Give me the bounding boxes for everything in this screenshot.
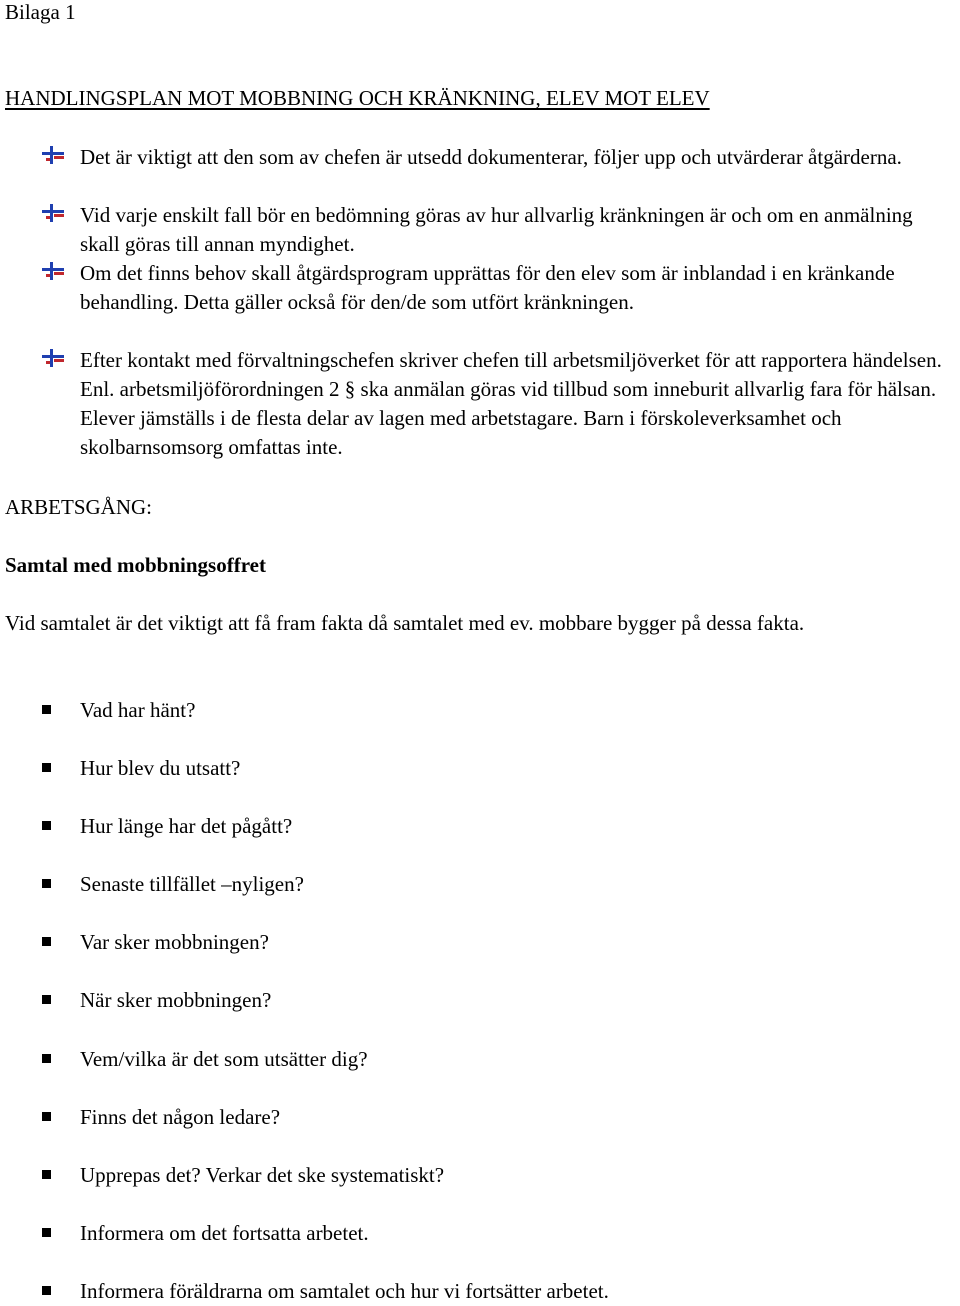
- arrow-bullet-icon: [42, 349, 64, 367]
- list-item: Hur länge har det pågått?: [80, 814, 293, 838]
- list-item: Vem/vilka är det som utsätter dig?: [80, 1047, 368, 1071]
- square-bullet-icon: [42, 763, 51, 772]
- square-bullet-icon: [42, 821, 51, 830]
- list-item: Informera föräldrarna om samtalet och hur vi fortsätter arbetet.: [80, 1279, 609, 1303]
- list-item: Upprepas det? Verkar det ske systematiskt?: [80, 1163, 445, 1187]
- list-item: Senaste tillfället –nyligen?: [80, 872, 304, 896]
- list-item: Hur blev du utsatt?: [80, 756, 241, 780]
- square-bullet-icon: [42, 1054, 51, 1063]
- page-title: HANDLINGSPLAN MOT MOBBNING OCH KRÄNKNING, ELEV MOT ELEV: [5, 86, 710, 110]
- bullet-item-2: Vid varje enskilt fall bör en bedömning göras av hur allvarlig kränkningen är och om en anmälning skall göras till annan myndighet.: [80, 203, 913, 256]
- arrow-bullet-icon: [42, 204, 64, 222]
- bullet-item-1: Det är viktigt att den som av chefen är utsedd dokumenterar, följer upp och utvärderar åtgärderna.: [80, 145, 902, 169]
- arrow-bullet-icon: [42, 146, 64, 164]
- square-bullet-icon: [42, 1112, 51, 1121]
- list-item: Informera om det fortsatta arbetet.: [80, 1221, 369, 1245]
- appendix-label: Bilaga 1: [5, 0, 76, 24]
- square-bullet-icon: [42, 995, 51, 1004]
- intro-paragraph: Vid samtalet är det viktigt att få fram fakta då samtalet med ev. mobbare bygger på dessa fakta.: [5, 611, 805, 635]
- arrow-bullet-icon: [42, 262, 64, 280]
- list-item: När sker mobbningen?: [80, 988, 272, 1012]
- square-bullet-icon: [42, 1228, 51, 1237]
- procedure-heading: ARBETSGÅNG:: [5, 495, 153, 519]
- bullet-item-4: Efter kontakt med förvaltningschefen skriver chefen till arbetsmiljöverket för att rapportera händelsen. Enl. arbetsmiljöförordningen 2 § ska anmälan göras vid tillbud som inneburit allvarlig fara för hälsan. Elever jämställs i de flesta delar av lagen med arbetstagare. Barn i förskoleverksamhet och skolbarnsomsorg omfattas inte.: [80, 348, 942, 459]
- square-bullet-icon: [42, 879, 51, 888]
- square-bullet-icon: [42, 937, 51, 946]
- section-subheading: Samtal med mobbningsoffret: [5, 553, 266, 577]
- list-item: Finns det någon ledare?: [80, 1105, 281, 1129]
- list-item: Var sker mobbningen?: [80, 930, 269, 954]
- square-bullet-icon: [42, 705, 51, 714]
- bullet-item-3: Om det finns behov skall åtgärdsprogram upprättas för den elev som är inblandad i en kränkande behandling. Detta gäller också för den/de som utfört kränkningen.: [80, 261, 895, 314]
- square-bullet-icon: [42, 1170, 51, 1179]
- square-bullet-icon: [42, 1286, 51, 1295]
- list-item: Vad har hänt?: [80, 698, 196, 722]
